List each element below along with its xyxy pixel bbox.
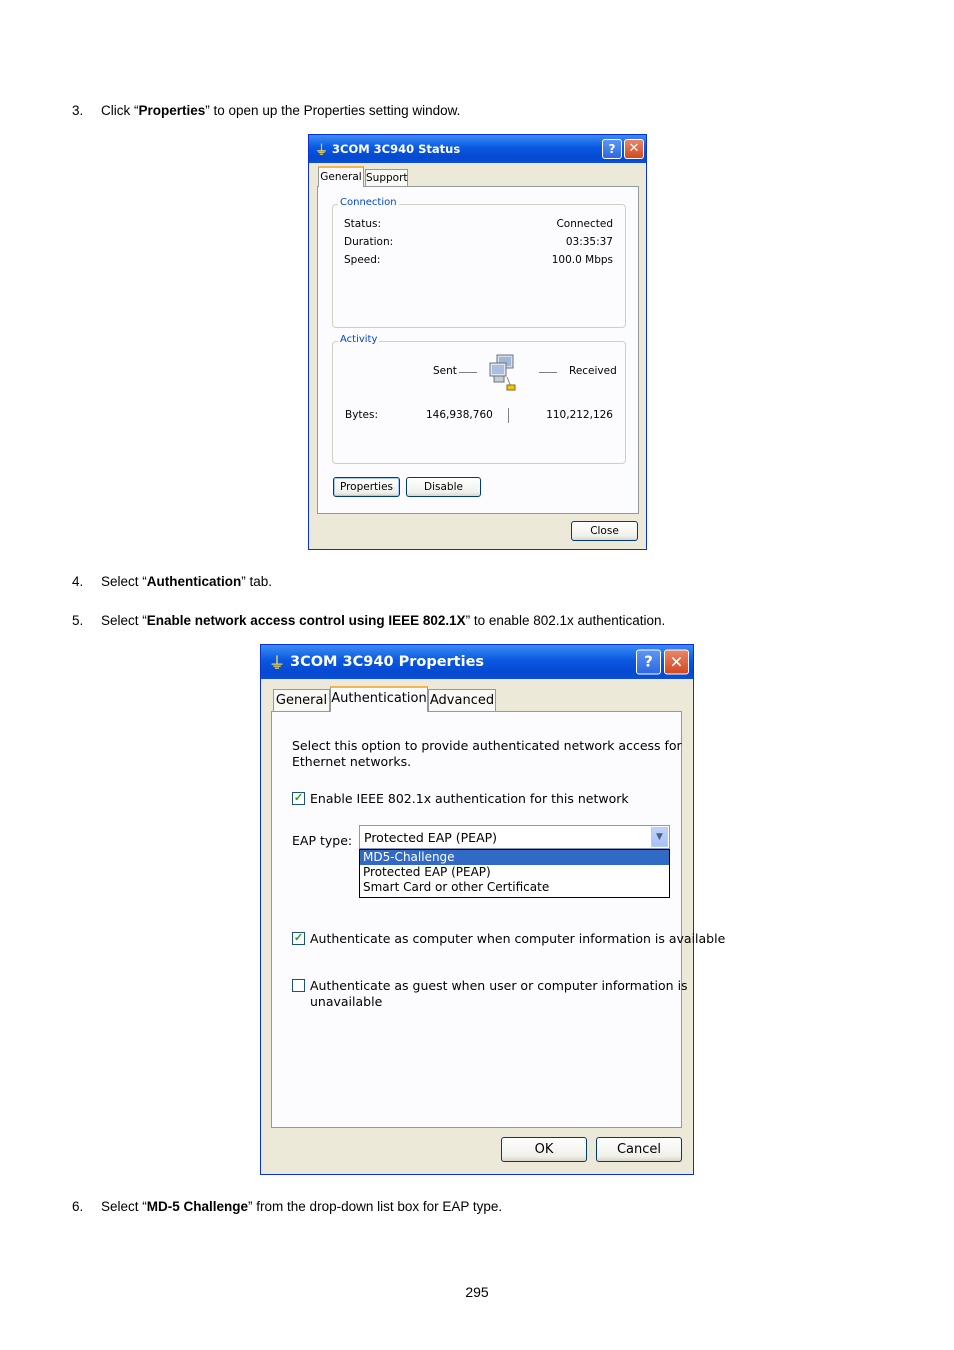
received-label: Received <box>569 365 617 377</box>
tab-advanced[interactable] <box>428 689 496 711</box>
page-number: 295 <box>465 1284 489 1300</box>
properties-button[interactable] <box>333 477 400 497</box>
step-text: Select “ <box>101 574 147 589</box>
status-dialog <box>308 134 647 550</box>
eap-option-md5[interactable]: MD5-Challenge <box>360 850 669 865</box>
eap-option-smartcard[interactable]: Smart Card or other Certificate <box>363 880 550 894</box>
auth-guest-label-line-2[interactable]: unavailable <box>310 994 383 1009</box>
network-computers-icon <box>487 353 521 393</box>
disable-button[interactable] <box>406 477 481 497</box>
step-number: 3. <box>72 103 84 118</box>
tab-general[interactable] <box>318 166 364 187</box>
bytes-label: Bytes: <box>345 409 379 421</box>
step-keyword: Authentication <box>146 574 242 589</box>
tab-label: General <box>320 171 362 183</box>
button-label: Properties <box>339 481 394 493</box>
tab-label: General <box>275 693 328 708</box>
speed-value: 100.0 Mbps <box>551 254 613 266</box>
step-text: ” tab. <box>241 574 273 589</box>
authentication-panel <box>271 711 726 1128</box>
enable-8021x-checkbox[interactable]: ✓ <box>293 792 304 804</box>
step-number: 6. <box>72 1199 84 1214</box>
properties-dialog <box>260 644 726 1175</box>
button-label: OK <box>534 1142 554 1157</box>
step-keyword: MD-5 Challenge <box>146 1199 249 1214</box>
activity-legend: Activity <box>340 334 378 345</box>
tab-authentication[interactable] <box>330 686 428 712</box>
received-line <box>539 372 557 373</box>
sent-label: Sent <box>433 365 457 377</box>
step-text: ” from the drop-down list box for EAP type. <box>248 1199 503 1214</box>
close-window-button[interactable]: ✕ <box>624 139 644 159</box>
tab-label: Support <box>366 172 408 184</box>
close-window-button[interactable]: ✕ <box>664 650 689 675</box>
step-keyword: Properties <box>138 103 206 118</box>
help-button[interactable]: ? <box>636 650 661 675</box>
eap-dropdown-list <box>359 849 670 898</box>
status-title-bar[interactable] <box>309 135 646 163</box>
help-button[interactable]: ? <box>602 139 622 159</box>
tab-general[interactable] <box>273 689 330 711</box>
bytes-received-value: 110,212,126 <box>546 409 613 421</box>
properties-title-bar[interactable] <box>261 645 693 679</box>
step-text: Select “ <box>101 613 147 628</box>
connection-group <box>332 197 626 328</box>
step-text: Select “ <box>101 1199 147 1214</box>
bytes-divider <box>508 408 509 423</box>
button-label: Cancel <box>616 1142 662 1157</box>
duration-value: 03:35:37 <box>565 236 613 248</box>
step-keyword: Enable network access control using IEEE 802.1X <box>146 613 466 628</box>
step-text: ” to open up the Properties setting window. <box>205 103 461 118</box>
ok-button[interactable] <box>501 1137 587 1162</box>
chevron-down-icon[interactable]: ▼ <box>651 827 668 847</box>
eap-type-select[interactable] <box>359 825 670 849</box>
status-window-title: 3COM 3C940 Status <box>332 142 461 156</box>
description-line-2: Ethernet networks. <box>292 754 412 769</box>
activity-group <box>332 334 626 464</box>
bytes-sent-value: 146,938,760 <box>426 409 493 421</box>
cancel-button[interactable] <box>596 1137 682 1162</box>
eap-option-peap[interactable]: Protected EAP (PEAP) <box>363 865 491 879</box>
tab-support[interactable] <box>365 169 408 187</box>
auth-guest-checkbox[interactable] <box>292 979 305 992</box>
status-label: Status: <box>344 218 381 230</box>
step-text: Click “ <box>101 103 139 118</box>
duration-label: Duration: <box>344 236 394 248</box>
network-icon: ⏚ <box>269 653 286 673</box>
step-text: ” to enable 802.1x authentication. <box>465 613 666 628</box>
step-number: 4. <box>72 574 84 589</box>
network-icon: ⏚ <box>315 143 329 159</box>
auth-computer-checkbox[interactable]: ✓ <box>293 932 304 944</box>
sent-line <box>459 372 477 373</box>
button-label: Disable <box>424 481 463 493</box>
auth-guest-label-line-1[interactable]: Authenticate as guest when user or computer information is <box>310 978 688 993</box>
eap-type-label: EAP type: <box>292 833 353 848</box>
tab-label: Advanced <box>429 693 495 708</box>
enable-8021x-label[interactable]: Enable IEEE 802.1x authentication for this network <box>310 791 629 806</box>
auth-computer-label[interactable]: Authenticate as computer when computer information is available <box>310 931 726 946</box>
button-label: Close <box>590 525 619 537</box>
eap-selected-value: Protected EAP (PEAP) <box>364 830 498 845</box>
tab-label: Authentication <box>331 691 427 706</box>
speed-label: Speed: <box>344 254 381 266</box>
connection-legend: Connection <box>340 197 397 208</box>
step-number: 5. <box>72 613 84 628</box>
status-value: Connected <box>556 218 613 230</box>
general-panel <box>317 186 639 514</box>
description-line-1: Select this option to provide authenticated network access for <box>292 738 682 753</box>
properties-window-title: 3COM 3C940 Properties <box>290 654 485 670</box>
close-button[interactable] <box>571 521 638 541</box>
